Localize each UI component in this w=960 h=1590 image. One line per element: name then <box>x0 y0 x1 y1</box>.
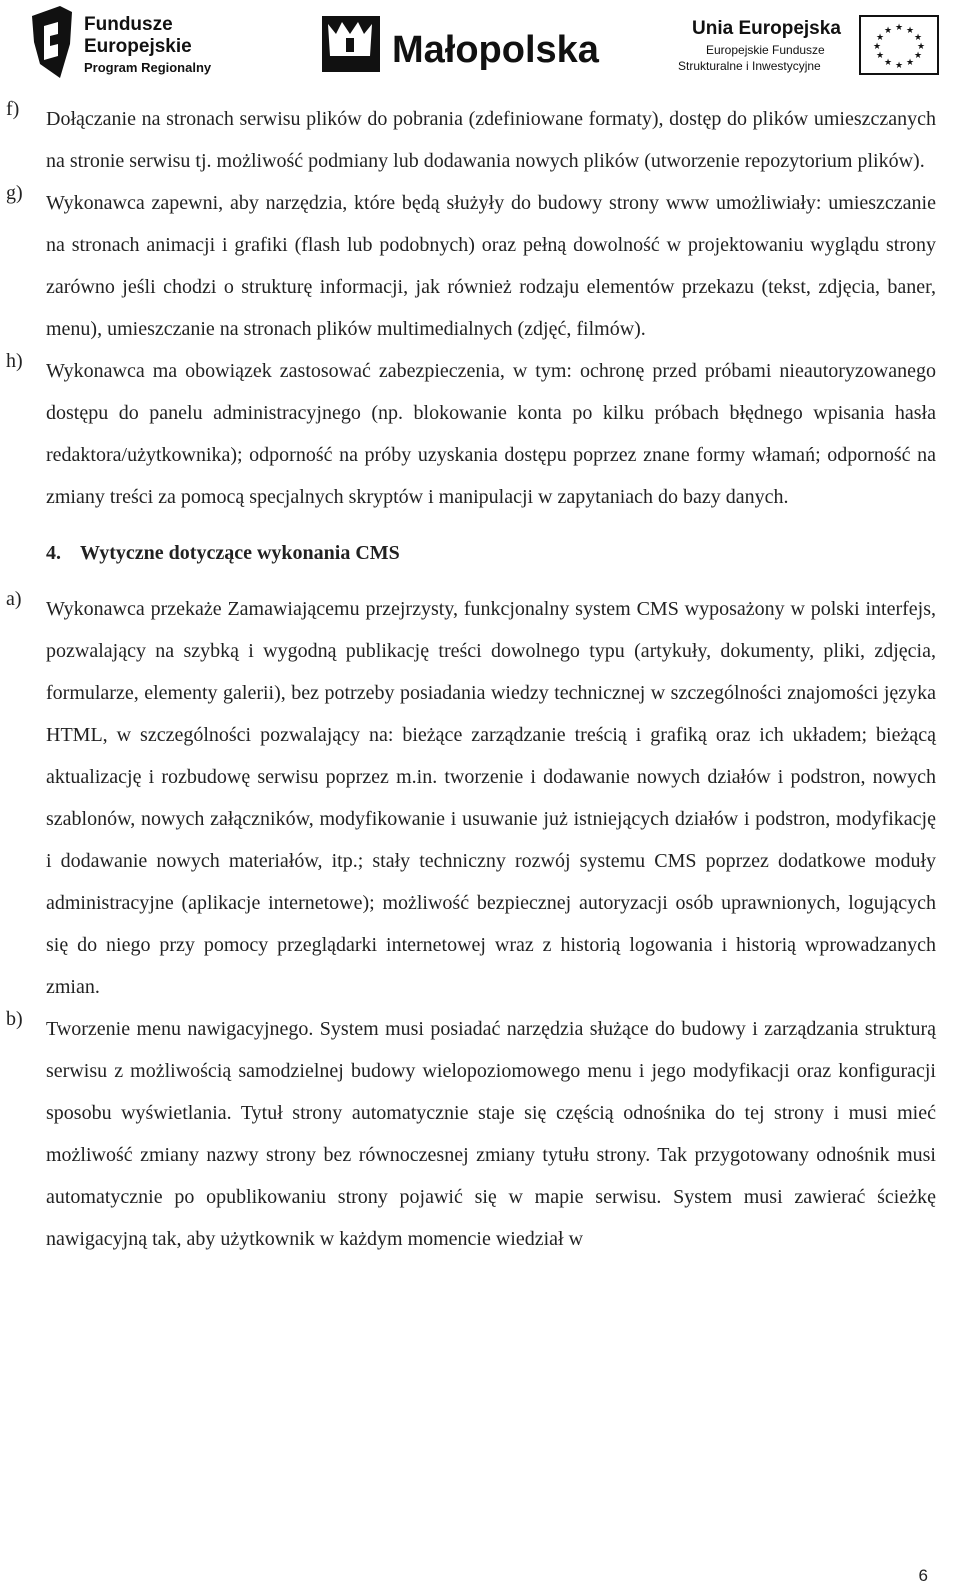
ue-line2: Europejskie Fundusze <box>706 43 825 57</box>
svg-text:★: ★ <box>913 33 923 43</box>
list-item-a <box>6 588 960 1008</box>
malopolska-emblem-icon <box>320 4 610 80</box>
svg-text:★: ★ <box>916 42 926 52</box>
svg-text:★: ★ <box>883 26 893 36</box>
svg-text:★: ★ <box>894 61 904 71</box>
svg-text:★: ★ <box>872 42 882 52</box>
svg-text:★: ★ <box>894 23 904 33</box>
svg-text:★: ★ <box>875 33 885 43</box>
fe-line3: Program Regionalny <box>84 60 212 75</box>
list-marker: b) <box>6 1008 23 1030</box>
fundusze-europejskie-logo <box>30 4 230 80</box>
list-marker: h) <box>6 350 23 372</box>
section-title: Wytyczne dotyczące wykonania CMS <box>80 542 400 564</box>
logo-header <box>0 0 960 86</box>
unia-europejska-logo <box>676 4 941 80</box>
list-item-text: Wykonawca zapewni, aby narzędzia, które będą służyły do budowy strony www umożliwiały: umieszczanie na stronach animacji i grafiki (flash lub podobnych) oraz pełną dowolność w projektowaniu wyglądu strony zarówno jeśli chodzi o strukturę informacji, jak również rodzaju elementów przekazu (tekst, zdjęcia, baner, menu), umieszczanie na stronach plików multimedialnych (zdjęć, filmów). <box>46 192 936 340</box>
page-number: 6 <box>918 1566 928 1585</box>
list-item-f <box>6 98 960 182</box>
list-marker: g) <box>6 182 23 204</box>
ue-line3: Strukturalne i Inwestycyjne <box>678 59 821 73</box>
list-item-text: Wykonawca ma obowiązek zastosować zabezpieczenia, w tym: ochronę przed próbami nieautoryzowanego dostępu do panelu administracyjnego (np. blokowanie konta po kilku próbach błędnego wpisania hasła redaktora/użytkownika); odporność na próby uzyskania dostępu poprzez znane formy włamań; odporność na zmiany treści za pomocą specjalnych skryptów i manipulacji w zapytaniach do bazy danych. <box>46 360 936 508</box>
list-item-b <box>6 1008 960 1260</box>
svg-text:★: ★ <box>905 58 915 68</box>
malopolska-logo <box>320 4 610 80</box>
section-heading <box>46 532 960 574</box>
svg-text:★: ★ <box>905 26 915 36</box>
malopolska-text: Małopolska <box>392 29 599 71</box>
ue-line1: Unia Europejska <box>692 18 841 39</box>
list-item-text: Wykonawca przekaże Zamawiającemu przejrzysty, funkcjonalny system CMS wyposażony w polski interfejs, pozwalający na szybką i wygodną publikację treści dowolnego typu (artykuły, dokumenty, pliki, zdjęcia, formularze, elementy galerii), bez potrzeby posiadania wiedzy technicznej w szczególności znajomości języka HTML, w szczególności pozwalający na: bieżące zarządzanie treścią i grafiką oraz ich układem; bieżącą aktualizację i rozbudowę serwisu poprzez m.in. tworzenie i dodawanie nowych działów i podstron, nowych szablonów, nowych załączników, modyfikowanie i usuwanie już istniejących działów i podstron, modyfikację i dodawanie nowych materiałów, itp.; stały techniczny rozwój systemu CMS poprzez dodatkowe moduły administracyjne (aplikacje internetowe); możliwość bezpiecznej autoryzacji osób uprawnionych, logujących się do niego przy pomocy przeglądarki internetowej wraz z historią logowania i historią wprowadzanych zmian. <box>46 598 936 998</box>
svg-text:★: ★ <box>883 58 893 68</box>
list-item-text: Dołączanie na stronach serwisu plików do pobrania (zdefiniowane formaty), dostęp do plików umieszczanych na stronie serwisu tj. możliwość podmiany lub dodawania nowych plików (utworzenie repozytorium plików). <box>46 108 936 172</box>
fe-emblem-icon <box>30 4 230 80</box>
list-item-g <box>6 182 960 350</box>
eu-emblem-icon <box>676 4 941 80</box>
fe-line1: Fundusze <box>84 14 173 35</box>
list-marker: a) <box>6 588 22 610</box>
section-number: 4. <box>46 542 61 564</box>
svg-text:★: ★ <box>913 51 923 61</box>
list-item-text: Tworzenie menu nawigacyjnego. System musi posiadać narzędzia służące do budowy i zarządzania strukturą serwisu z możliwością samodzielnej budowy wielopoziomowego menu i jego modyfikacji oraz konfiguracji sposobu wyświetlania. Tytuł strony automatycznie staje się częścią odnośnika do tej strony i musi mieć możliwość zmiany nazwy strony bez równoczesnej zmiany tytułu strony. Tak przygotowany odnośnik musi automatycznie po opublikowaniu strony pojawić się w mapie serwisu. System musi zawierać ścieżkę nawigacyjną tak, aby użytkownik w każdym momencie wiedział w <box>46 1018 936 1250</box>
fe-line2: Europejskie <box>84 36 192 57</box>
svg-text:★: ★ <box>875 51 885 61</box>
list-marker: f) <box>6 98 20 120</box>
list-item-h <box>6 350 960 518</box>
document-page <box>0 98 960 1260</box>
